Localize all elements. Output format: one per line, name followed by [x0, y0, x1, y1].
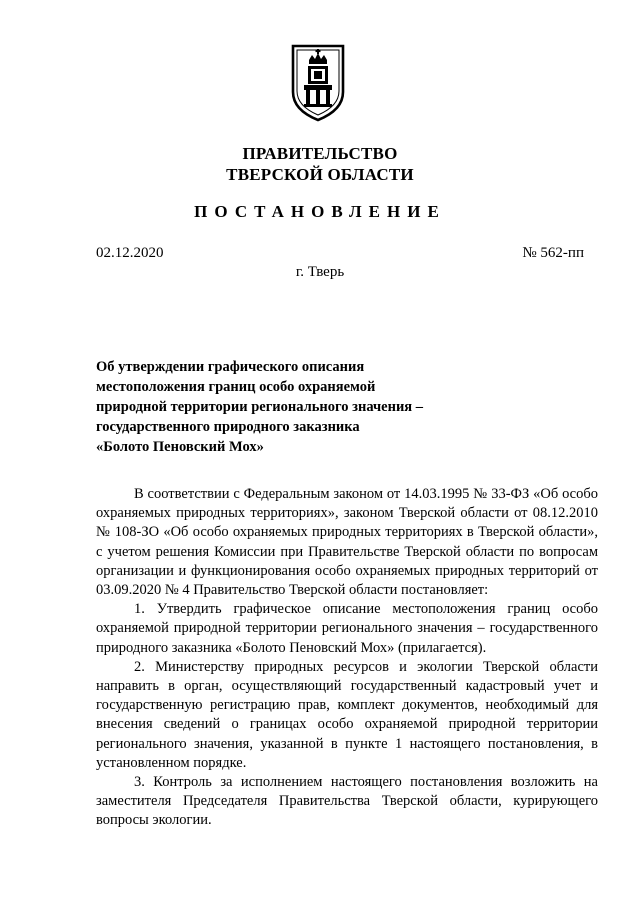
document-body: [96, 485, 598, 831]
item-2-paragraph: 2. Министерству природных ресурсов и экологии Тверской области направить в орган, осуществляющий государственный кадастровый учет и государственную регистрацию прав, комплект документов, необходимый для внесения сведений о границах особо охраняемой природной территории регионального значения, указанной в пункте 1 настоящего постановления, в установленном порядке.: [96, 658, 598, 771]
organization-name-line2: ТВЕРСКОЙ ОБЛАСТИ: [226, 165, 414, 184]
title-line: Об утверждении графического описания: [96, 359, 365, 375]
title-line: «Болото Пеновский Мох»: [96, 439, 264, 455]
title-line: природной территории регионального значения –: [96, 399, 424, 415]
item-1-paragraph: 1. Утвердить графическое описание местоположения границ особо охраняемой природной территории регионального значения – государственного природного заказника «Болото Пеновский Мох» (прилагается).: [96, 601, 598, 656]
document-number: № 562-пп: [522, 245, 584, 261]
document-city: г. Тверь: [295, 264, 345, 280]
item-3-paragraph: 3. Контроль за исполнением настоящего постановления возложить на заместителя Председателя Правительства Тверской области, курирующего вопросы экологии.: [96, 774, 598, 829]
document-type: ПОСТАНОВЛЕНИЕ: [194, 202, 446, 221]
tver-coat-of-arms-icon: [290, 40, 346, 124]
title-line: местоположения границ особо охраняемой: [96, 379, 376, 395]
preamble-paragraph: В соответствии с Федеральным законом от 14.03.1995 № 33-ФЗ «Об особо охраняемых природных территориях», законом Тверской области от 08.12.2010 № 108-ЗО «Об особо охраняемых природных территориях в Тверской области», с учетом решения Комиссии при Правительстве Тверской области по вопросам организации и функционирования особо охраняемых природных территорий от 03.09.2020 № 4 Правительство Тверской области постановляет:: [96, 486, 598, 599]
document-title: [96, 357, 426, 457]
organization-name-line1: ПРАВИТЕЛЬСТВО: [242, 144, 398, 163]
document-date: 02.12.2020: [96, 245, 164, 261]
title-line: государственного природного заказника: [96, 419, 360, 435]
